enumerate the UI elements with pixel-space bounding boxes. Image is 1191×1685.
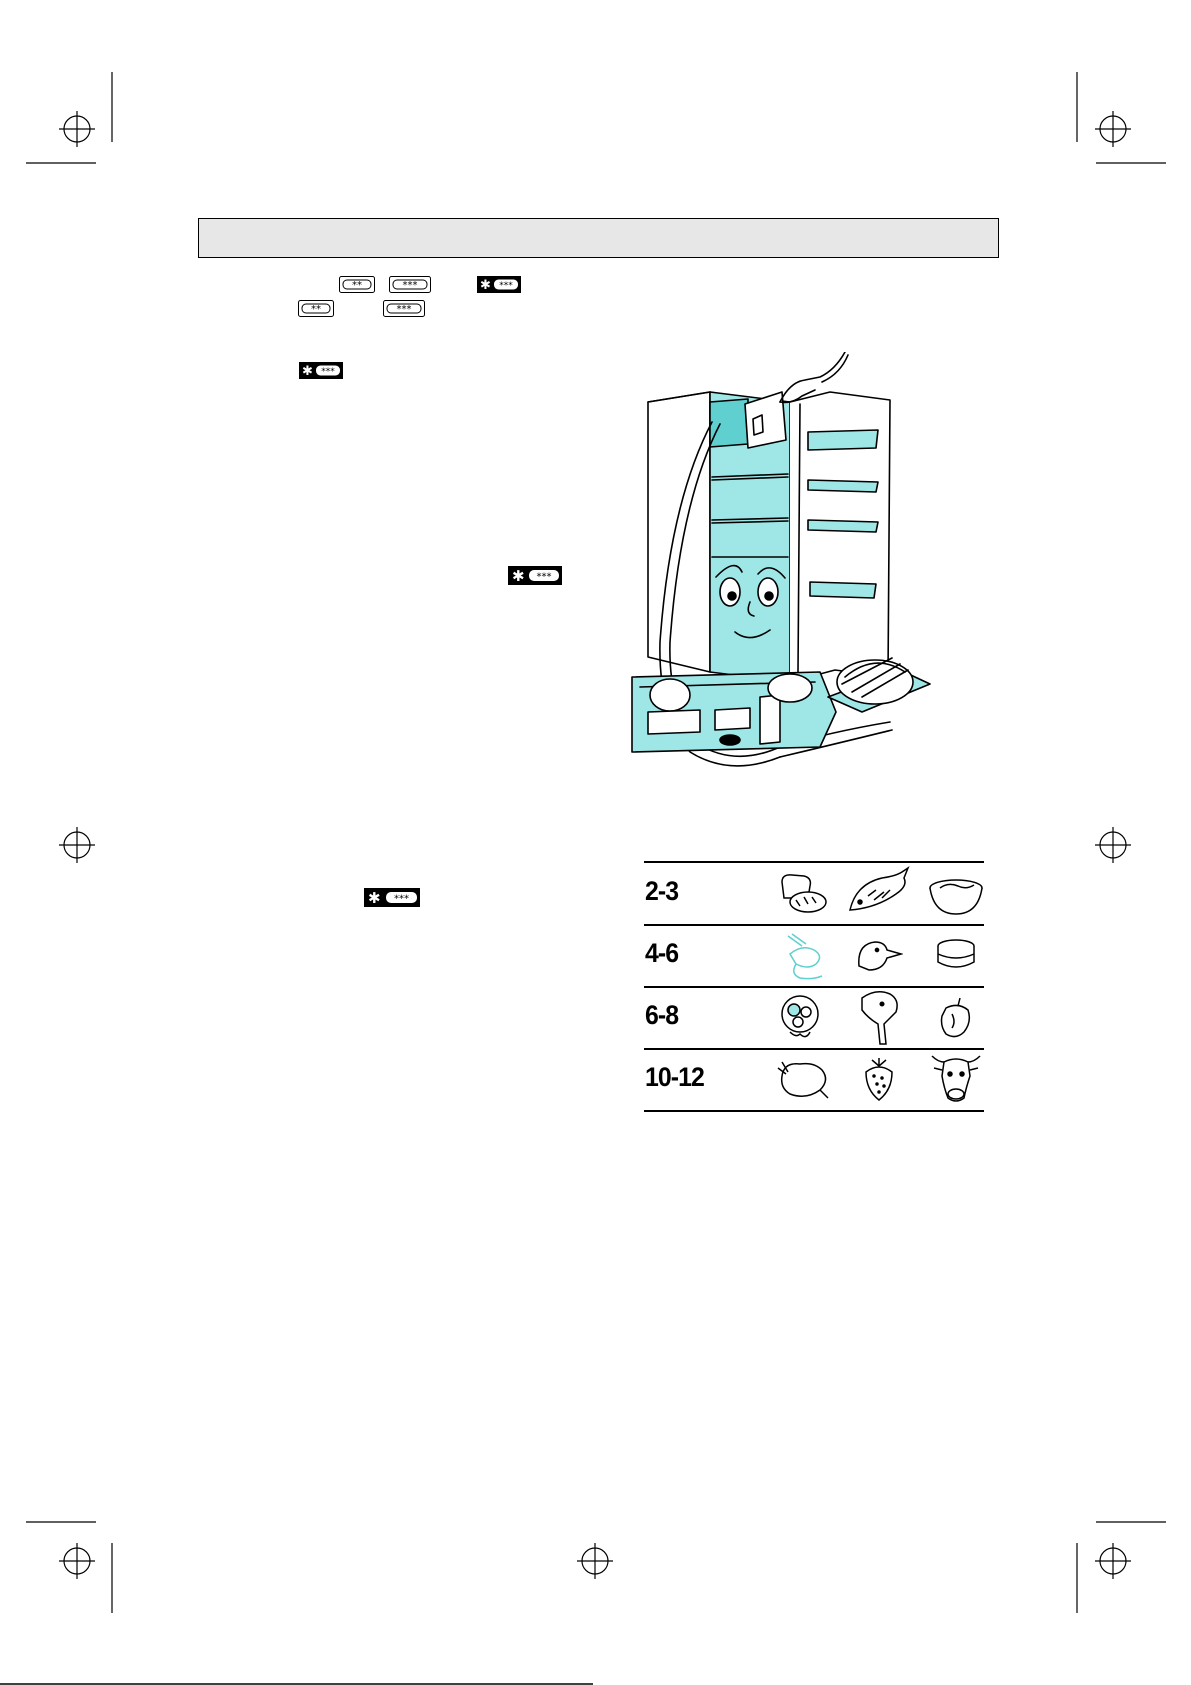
- pepper-icon: [938, 996, 974, 1040]
- chicken-icon: [776, 1056, 832, 1102]
- lamb-icon: [856, 988, 902, 1046]
- svg-text:**: **: [311, 304, 321, 315]
- svg-text:***: ***: [321, 367, 335, 377]
- svg-text:✱: ✱: [302, 364, 313, 379]
- bread-icon: [778, 872, 830, 916]
- svg-text:✱: ✱: [368, 889, 381, 907]
- svg-text:***: ***: [536, 571, 552, 583]
- soup-bowl-icon: [928, 876, 984, 918]
- svg-text:***: ***: [396, 304, 412, 315]
- cake-icon: [934, 938, 978, 972]
- two-star-rating-icon-2: [298, 300, 334, 317]
- four-star-rating-icon-3: [508, 566, 562, 585]
- two-star-text: **: [352, 280, 362, 291]
- svg-text:✱: ✱: [480, 278, 491, 293]
- storage-months-row-1: 2-3: [645, 876, 679, 906]
- three-star-rating-icon-2: [383, 300, 425, 317]
- svg-text:✱: ✱: [512, 567, 525, 585]
- refrigerator-illustration: [630, 352, 945, 792]
- svg-text:***: ***: [394, 893, 409, 905]
- svg-text:***: ***: [499, 281, 513, 291]
- fish-icon: [846, 866, 912, 918]
- two-star-rating-icon: [339, 276, 375, 293]
- four-star-rating-icon: [477, 276, 521, 293]
- three-star-text: ***: [402, 280, 418, 291]
- storage-months-row-3: 6-8: [645, 1000, 679, 1030]
- strawberry-icon: [862, 1056, 896, 1102]
- shrimp-icon: [782, 932, 828, 982]
- storage-months-row-2: 4-6: [645, 938, 679, 968]
- cow-icon: [930, 1050, 982, 1106]
- storage-months-row-4: 10-12: [645, 1062, 704, 1092]
- three-star-rating-icon: [389, 276, 431, 293]
- section-header-box: [198, 218, 999, 258]
- duck-icon: [855, 938, 903, 972]
- vegetables-icon: [776, 992, 824, 1042]
- four-star-rating-icon-4: [364, 888, 420, 907]
- four-star-rating-icon-2: [299, 362, 343, 379]
